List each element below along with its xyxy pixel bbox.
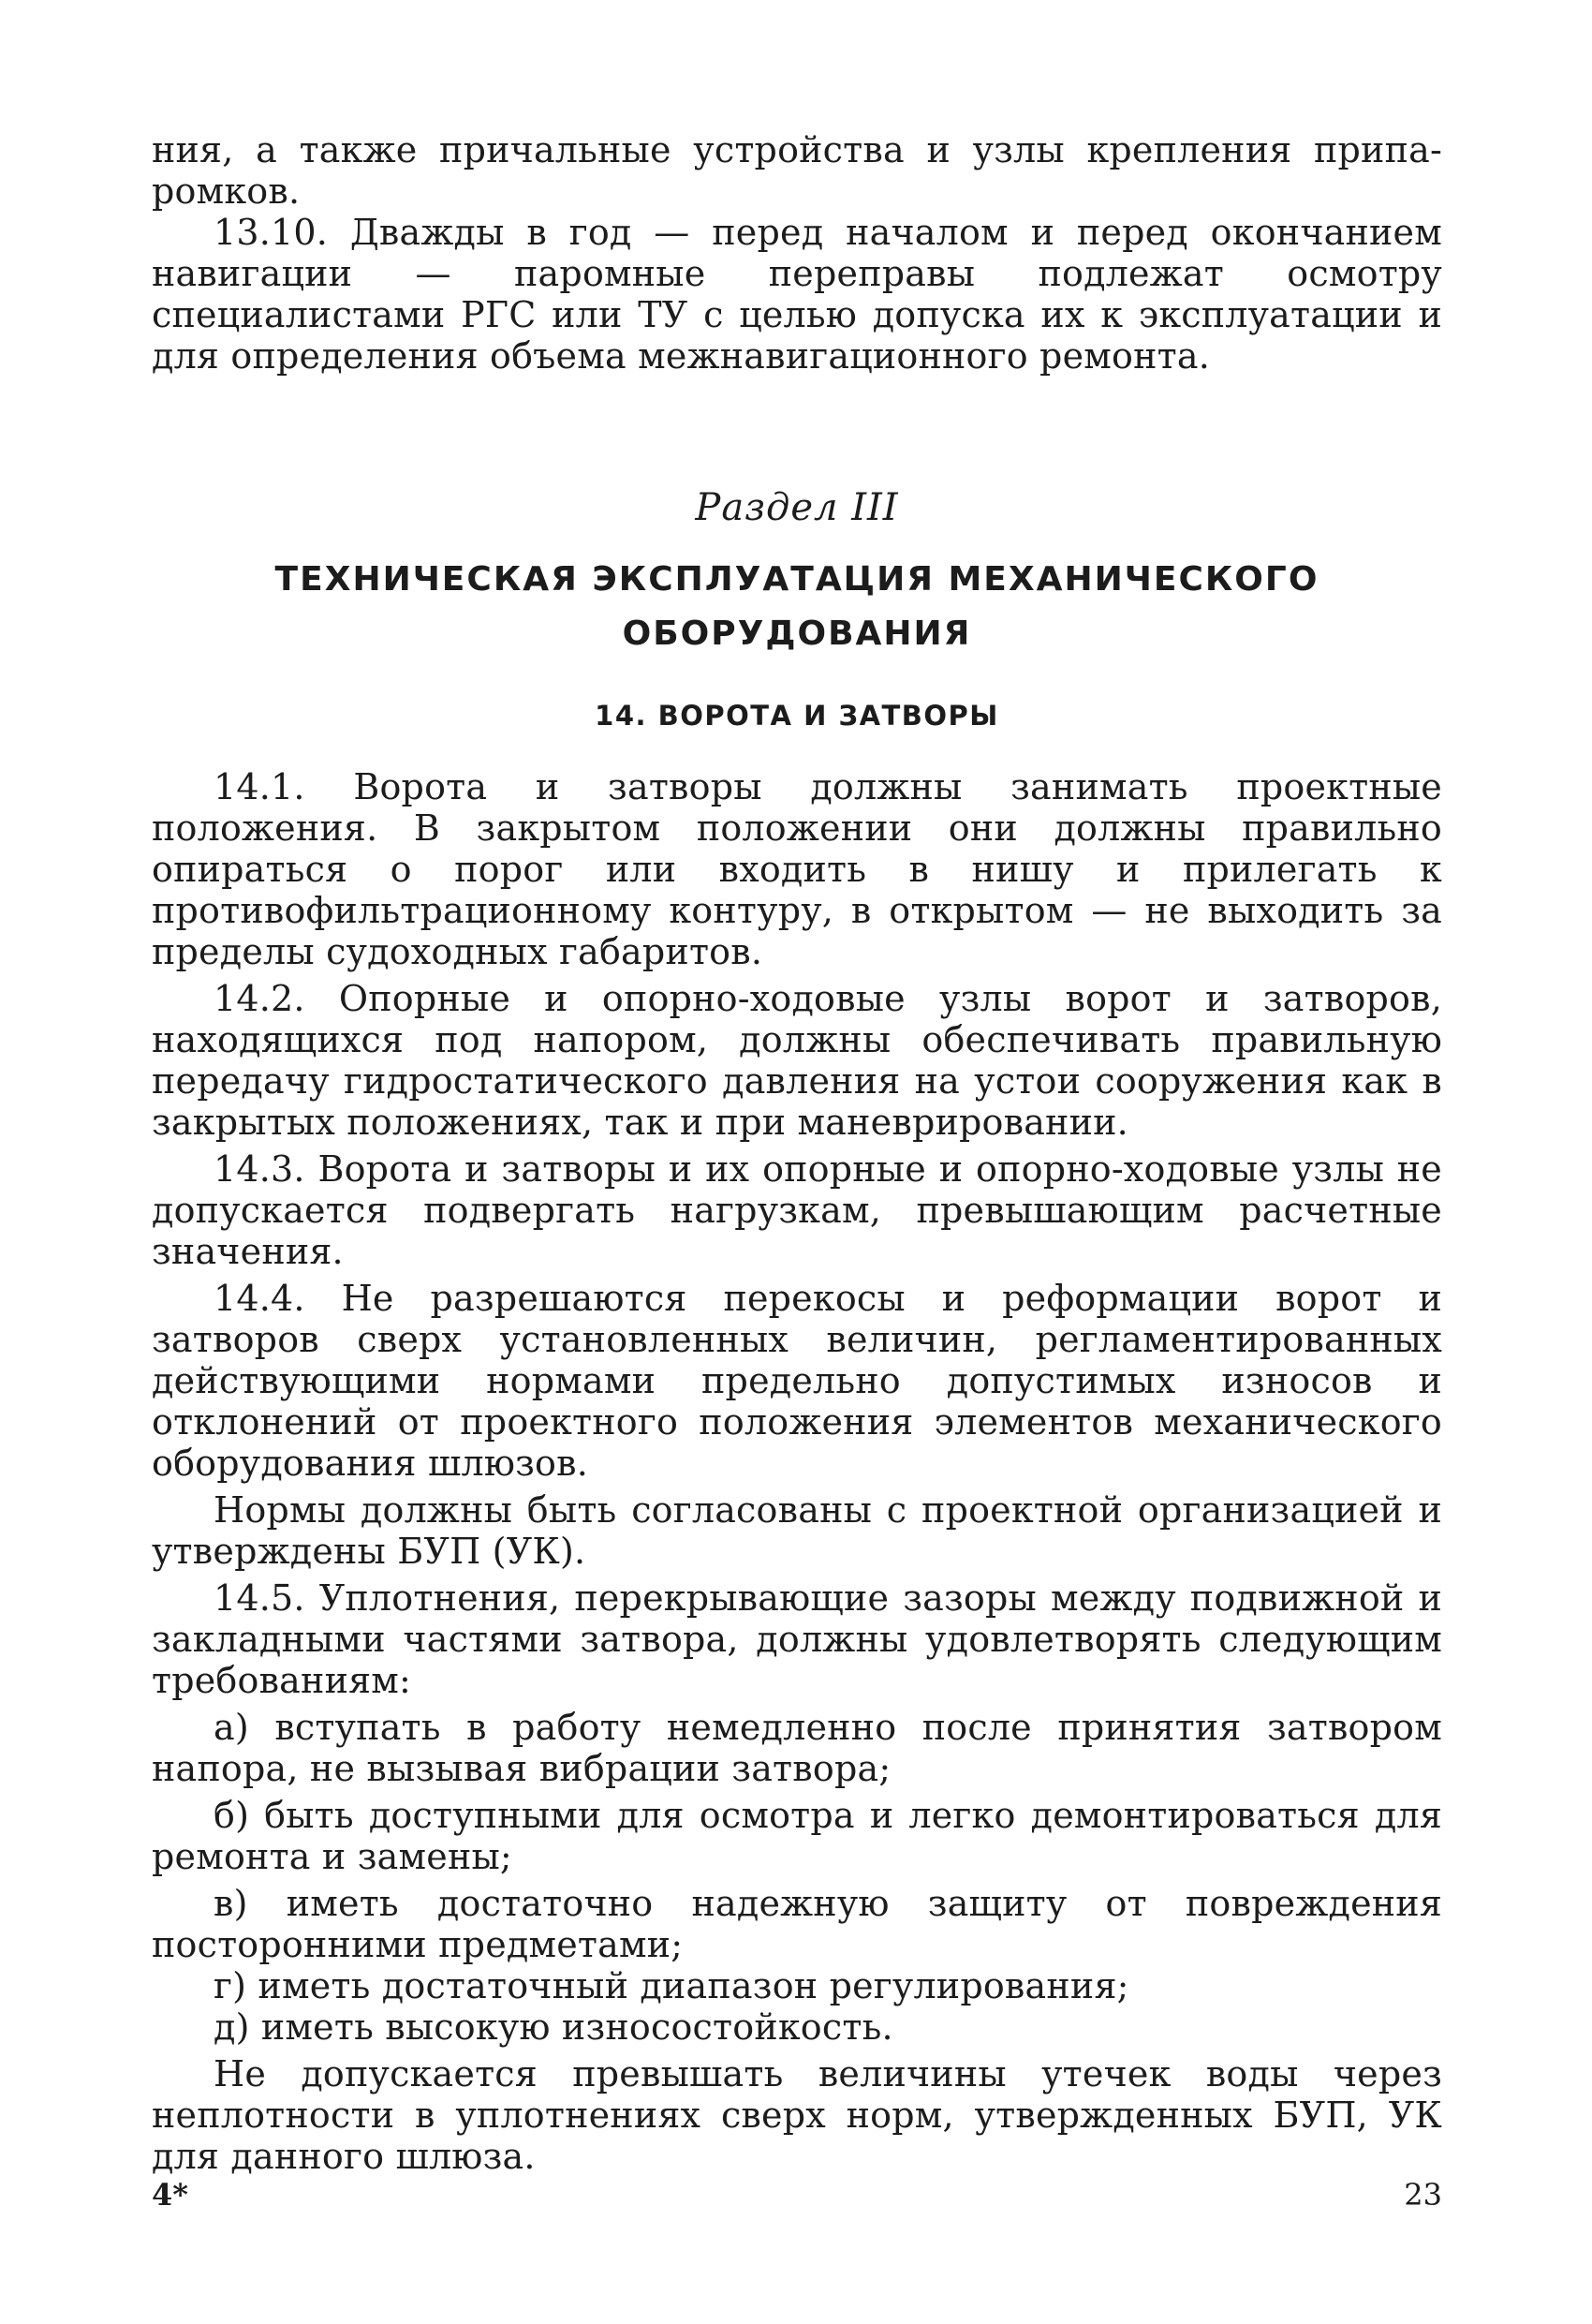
signature-mark: 4* bbox=[152, 2177, 188, 2213]
section-title bbox=[152, 553, 1442, 661]
list-item-a: а) вступать в работу немедленно после принятия затвором напора, не вызывая вибрации затвора; bbox=[152, 1707, 1442, 1789]
list-item-d: д) иметь высокую износостойкость. bbox=[214, 2006, 893, 2048]
paragraph-leakage: Не допускается превышать величины утечек воды через неплотности в уплотнениях сверх норм, утвержденных БУП, УК для данного шлюза. bbox=[152, 2053, 1442, 2177]
section-title-line-2: ОБОРУДОВАНИЯ bbox=[622, 614, 972, 653]
chapter-title: 14. ВОРОТА И ЗАТВОРЫ bbox=[595, 700, 999, 732]
paragraph-14-3: 14.3. Ворота и затворы и их опорные и опорно-ходовые узлы не допускается подвергать нагрузкам, превышающим расчетные значения. bbox=[152, 1148, 1442, 1272]
list-item-b: б) быть доступными для осмотра и легко демонтироваться для ремонта и замены; bbox=[152, 1795, 1442, 1877]
paragraph-norms: Нормы должны быть согласованы с проектной организацией и утверждены БУП (УК). bbox=[152, 1489, 1442, 1572]
list-item-g: г) иметь достаточный диапазон регулирования; bbox=[214, 1965, 1129, 2006]
list-item-v: в) иметь достаточно надежную защиту от повреждения посторонними предметами; bbox=[152, 1883, 1442, 1965]
page-footer bbox=[152, 2177, 1442, 2218]
section-title-line-1: ТЕХНИЧЕСКАЯ ЭКСПЛУАТАЦИЯ МЕХАНИЧЕСКОГО bbox=[274, 560, 1319, 599]
paragraph-14-2: 14.2. Опорные и опорно-ходовые узлы ворот и затворов, находящихся под напором, должны обеспечивать правильную передачу гидростатического давления на устои сооружения как в закрытых положениях, так и при маневрировании. bbox=[152, 978, 1442, 1143]
paragraph-continuation: ния, а также причальные устройства и узлы крепления припа-ромков. bbox=[152, 129, 1442, 212]
paragraph-13-10: 13.10. Дважды в год — перед началом и перед окончанием навигации — паромные переправы подлежат осмотру специалистами РГС или ТУ с целью допуска их к эксплуатации и для определения объема межнавигационного ремонта. bbox=[152, 212, 1442, 377]
section-label: Раздел III bbox=[695, 486, 899, 529]
paragraph-14-4: 14.4. Не разрешаются перекосы и реформации ворот и затворов сверх установленных величин, регламентированных действующими нормами предельно допустимых износов и отклонений от проектного положения элементов механического оборудования шлюзов. bbox=[152, 1278, 1442, 1484]
text-column bbox=[152, 129, 1442, 2177]
page-number: 23 bbox=[1404, 2177, 1442, 2213]
paragraph-14-5: 14.5. Уплотнения, перекрывающие зазоры между подвижной и закладными частями затвора, должны удовлетворять следующим требованиям: bbox=[152, 1577, 1442, 1701]
paragraph-14-1: 14.1. Ворота и затворы должны занимать проектные положения. В закрытом положении они должны правильно опираться о порог или входить в нишу и прилегать к противофильтрационному контуру, в открытом — не выходить за пределы судоходных габаритов. bbox=[152, 766, 1442, 972]
